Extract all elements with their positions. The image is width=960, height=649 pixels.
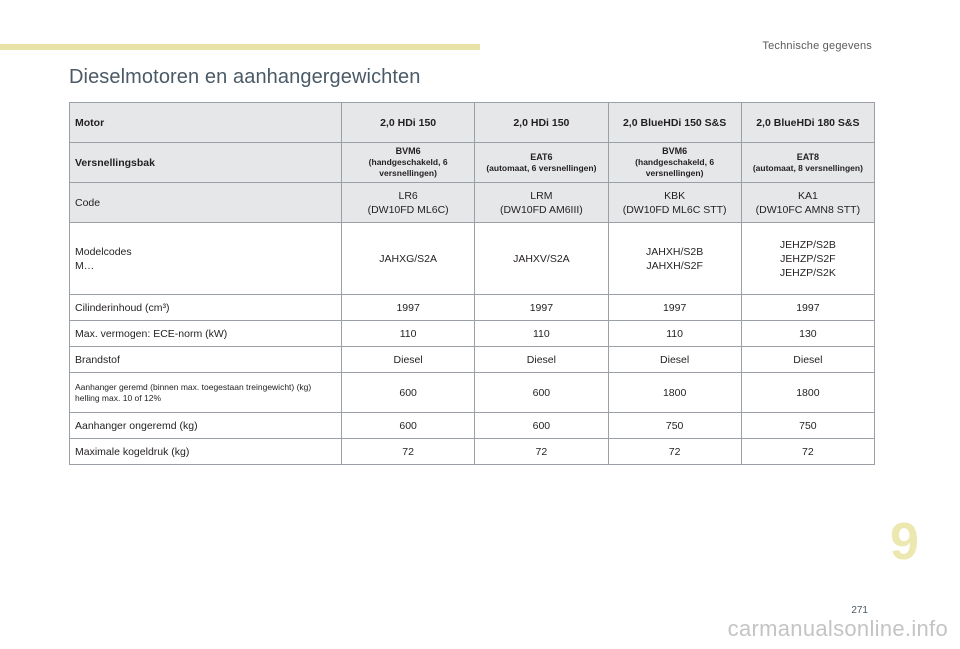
row-label-engine: Motor — [70, 103, 342, 143]
gearbox-name: BVM6 — [662, 146, 688, 156]
displacement-cell: 1997 — [741, 295, 874, 321]
power-cell: 110 — [608, 321, 741, 347]
gearbox-cell — [342, 143, 475, 183]
model-code-cell: JAHXG/S2A — [342, 223, 475, 295]
gearbox-name: BVM6 — [395, 146, 421, 156]
braked-trailer-cell: 1800 — [741, 373, 874, 413]
row-label-code: Code — [70, 183, 342, 223]
fuel-cell: Diesel — [475, 347, 608, 373]
braked-trailer-cell: 600 — [342, 373, 475, 413]
table-row-model-codes — [70, 223, 875, 295]
code-cell: LRM (DW10FD AM6III) — [475, 183, 608, 223]
gearbox-name: EAT8 — [796, 151, 820, 162]
code-cell: KA1 (DW10FC AMN8 STT) — [741, 183, 874, 223]
header-cell: 2,0 HDi 150 — [475, 103, 608, 143]
row-label-unbraked-trailer: Aanhanger ongeremd (kg) — [70, 413, 342, 439]
nose-weight-cell: 72 — [608, 439, 741, 465]
gearbox-cell — [741, 143, 874, 183]
table-header-row — [70, 103, 875, 143]
model-code-cell: JEHZP/S2B JEHZP/S2F JEHZP/S2K — [741, 223, 874, 295]
gearbox-name: EAT6 — [530, 151, 553, 162]
power-cell: 110 — [342, 321, 475, 347]
table-row-fuel — [70, 347, 875, 373]
table-row-nose-weight — [70, 439, 875, 465]
model-code-cell: JAHXV/S2A — [475, 223, 608, 295]
header-cell: 2,0 BlueHDi 180 S&S — [741, 103, 874, 143]
row-label-model-codes: Modelcodes M… — [70, 223, 342, 295]
row-label-gearbox: Versnellingsbak — [70, 143, 342, 183]
displacement-cell: 1997 — [342, 295, 475, 321]
fuel-cell: Diesel — [342, 347, 475, 373]
displacement-cell: 1997 — [608, 295, 741, 321]
header-cell: 2,0 HDi 150 — [342, 103, 475, 143]
nose-weight-cell: 72 — [741, 439, 874, 465]
table-row-braked-trailer — [70, 373, 875, 413]
engine-spec-table — [69, 102, 875, 465]
table-row-gearbox — [70, 143, 875, 183]
power-cell: 130 — [741, 321, 874, 347]
table-row-displacement — [70, 295, 875, 321]
nose-weight-cell: 72 — [475, 439, 608, 465]
fuel-cell: Diesel — [741, 347, 874, 373]
chapter-number: 9 — [890, 513, 919, 571]
watermark: carmanualsonline.info — [727, 616, 948, 641]
gearbox-cell — [608, 143, 741, 183]
unbraked-trailer-cell: 750 — [741, 413, 874, 439]
row-label-braked-trailer: Aanhanger geremd (binnen max. toegestaan treingewicht) (kg) helling max. 10 of 12% — [70, 373, 342, 413]
header-accent-bar — [0, 44, 480, 50]
table-row-code — [70, 183, 875, 223]
row-label-fuel: Brandstof — [70, 347, 342, 373]
table-row-unbraked-trailer — [70, 413, 875, 439]
row-label-power: Max. vermogen: ECE-norm (kW) — [70, 321, 342, 347]
page-number: 271 — [851, 605, 868, 616]
model-code-cell: JAHXH/S2B JAHXH/S2F — [608, 223, 741, 295]
nose-weight-cell: 72 — [342, 439, 475, 465]
gearbox-desc: (automaat, 6 versnellingen) — [486, 162, 597, 173]
page-title: Dieselmotoren en aanhangergewichten — [69, 66, 421, 88]
gearbox-desc: (handgeschakeld, 6 versnellingen) — [368, 157, 448, 178]
code-cell: LR6 (DW10FD ML6C) — [342, 183, 475, 223]
code-cell: KBK (DW10FD ML6C STT) — [608, 183, 741, 223]
gearbox-desc: (automaat, 8 versnellingen) — [752, 162, 863, 173]
unbraked-trailer-cell: 600 — [342, 413, 475, 439]
gearbox-desc: (handgeschakeld, 6 versnellingen) — [635, 157, 715, 178]
row-label-nose-weight: Maximale kogeldruk (kg) — [70, 439, 342, 465]
power-cell: 110 — [475, 321, 608, 347]
displacement-cell: 1997 — [475, 295, 608, 321]
fuel-cell: Diesel — [608, 347, 741, 373]
row-label-displacement: Cilinderinhoud (cm³) — [70, 295, 342, 321]
unbraked-trailer-cell: 600 — [475, 413, 608, 439]
section-header: Technische gegevens — [762, 40, 872, 52]
unbraked-trailer-cell: 750 — [608, 413, 741, 439]
braked-trailer-cell: 600 — [475, 373, 608, 413]
braked-trailer-cell: 1800 — [608, 373, 741, 413]
gearbox-cell — [475, 143, 608, 183]
table-row-power — [70, 321, 875, 347]
header-cell: 2,0 BlueHDi 150 S&S — [608, 103, 741, 143]
